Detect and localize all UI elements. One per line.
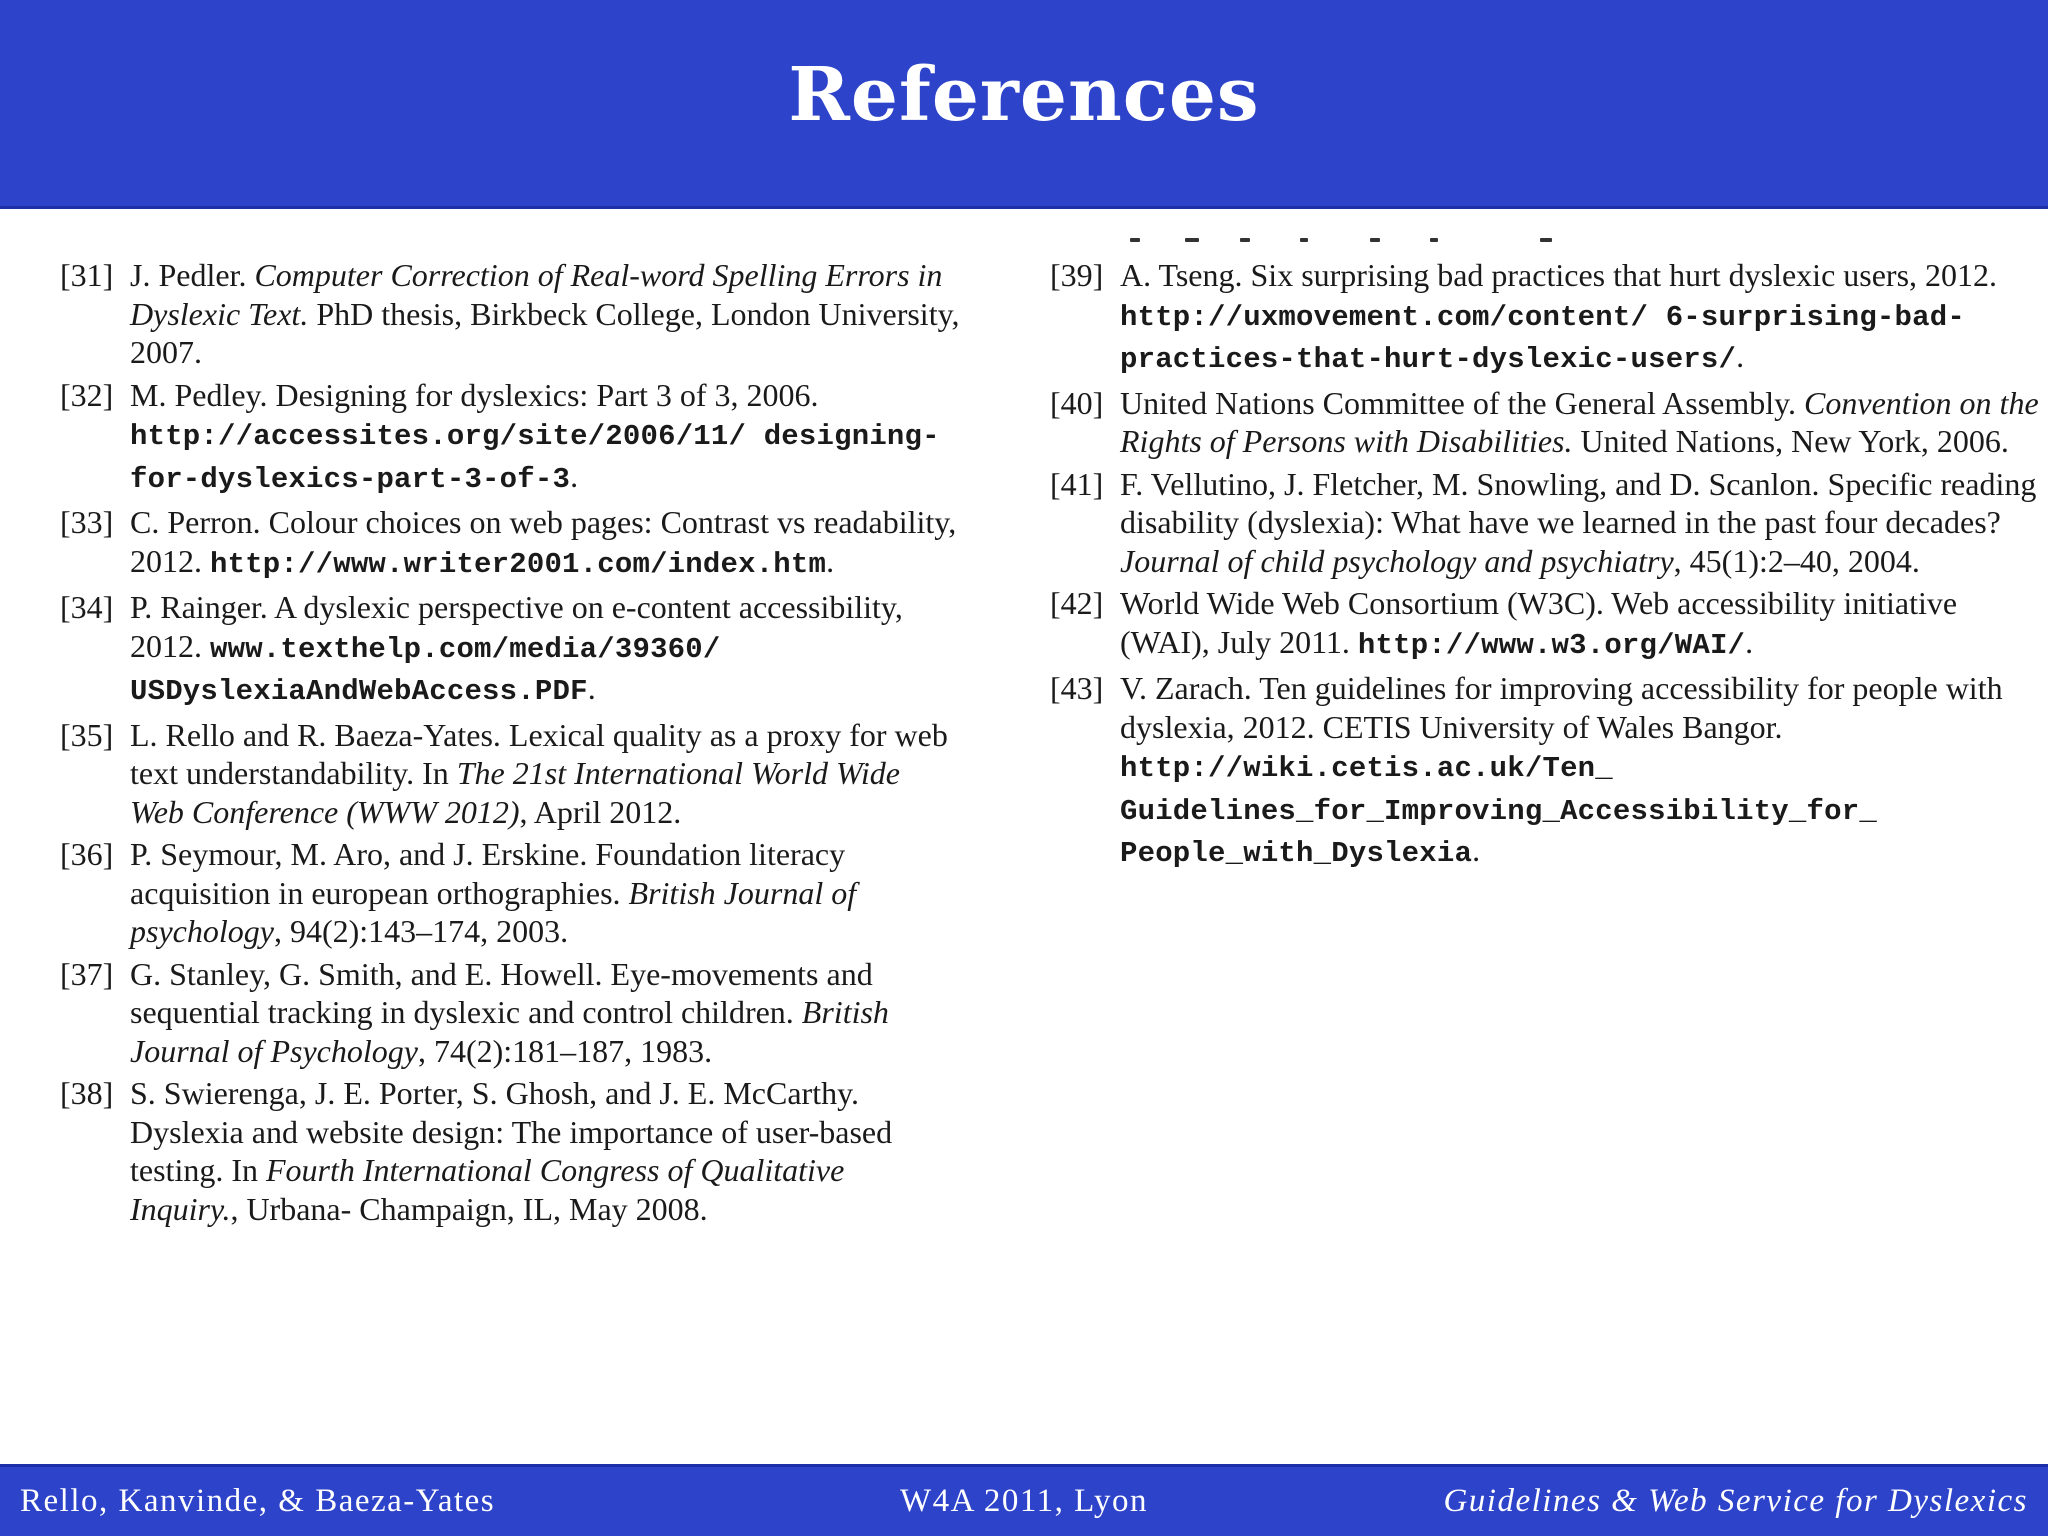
reference-text-segment: V. Zarach. Ten guidelines for improving accessibility for people with dyslexia, 2012. CETIS University of Wales Bangor. [1120, 670, 2003, 745]
reference-venue-italic: British Journal of psychology [130, 874, 857, 949]
reference-text-segment: G. Stanley, G. Smith, and E. Howell. Eye-movements and sequential tracking in dyslexic and control children. [130, 955, 873, 1030]
reference-venue-italic: Journal of child psychology and psychiatry [1120, 542, 1674, 579]
reference-text-segment: L. Rello and R. Baeza-Yates. Lexical quality as a proxy for web text understandability. In [130, 716, 948, 791]
footer-venue: W4A 2011, Lyon [899, 1483, 1149, 1519]
reference-text [1120, 465, 2040, 581]
reference-text-segment: P. Rainger. A dyslexic perspective on e-content accessibility, 2012. [130, 589, 903, 664]
reference-number: [40] [1050, 384, 1104, 421]
reference-number: [33] [60, 504, 114, 540]
reference-url[interactable]: http://wiki.cetis.ac.uk/Ten_ Guidelines_for_Improving_Accessibility_for_ People_with_Dyslexia [1120, 752, 1877, 870]
reference-number: [41] [1050, 465, 1104, 502]
reference-text [1120, 256, 2040, 380]
reference-url[interactable]: http://accessites.org/site/2006/11/ designing-for-dyslexics-part-3-of-3 [130, 420, 940, 496]
reference-item [60, 376, 960, 500]
reference-text-segment: M. Pedley. Designing for dyslexics: Part 3 of 3, 2006. [130, 376, 819, 413]
reference-item [60, 588, 960, 712]
reference-item [60, 835, 960, 951]
reference-item [1050, 256, 2040, 380]
reference-text [130, 955, 960, 1071]
reference-text-segment: . [587, 670, 596, 706]
reference-text-segment: , 94(2):143–174, 2003. [273, 913, 569, 949]
reference-venue-italic: British Journal of Psychology [130, 994, 889, 1069]
reference-text-segment: PhD thesis, Birkbeck College, London University, 2007. [130, 295, 960, 370]
reference-text [1120, 384, 2040, 461]
reference-number: [32] [60, 376, 114, 413]
reference-text-segment: . [1745, 623, 1754, 660]
reference-number: [43] [1050, 670, 1104, 706]
reference-url[interactable]: http://www.writer2001.com/index.htm [210, 547, 827, 581]
reference-item [60, 503, 960, 584]
reference-text [1120, 584, 2040, 665]
reference-text [130, 835, 960, 951]
reference-text-segment: . [570, 457, 579, 494]
reference-text-segment: World Wide Web Consortium (W3C). Web accessibility initiative (WAI), July 2011. [1120, 585, 1958, 660]
reference-text-segment: United Nations, New York, 2006. [1572, 423, 2009, 459]
reference-item [60, 955, 960, 1071]
reference-text-segment: , 45(1):2–40, 2004. [1673, 542, 1920, 579]
title-bar [0, 0, 2048, 209]
reference-url[interactable]: http://uxmovement.com/content/ 6-surprising-bad-practices-that-hurt-dyslexic-users/ [1120, 300, 1965, 376]
reference-text-segment: , Urbana- Champaign, IL, May 2008. [230, 1190, 708, 1227]
reference-text-segment: , April 2012. [519, 793, 682, 830]
references-right-column [1050, 256, 2040, 878]
reference-text [130, 588, 960, 712]
reference-item [1050, 669, 2040, 874]
reference-text-segment: J. Pedler. [130, 257, 255, 293]
footer-talk-title: Guidelines & Web Service for Dyslexics [1443, 1483, 2028, 1519]
reference-item [60, 256, 960, 372]
reference-text-segment: . [1472, 832, 1481, 868]
reference-item [1050, 584, 2040, 665]
reference-text-segment: A. Tseng. Six surprising bad practices that hurt dyslexic users, 2012. [1120, 257, 1998, 293]
footer-authors: Rello, Kanvinde, & Baeza-Yates [20, 1483, 496, 1519]
reference-venue-italic: Fourth International Congress of Qualitative Inquiry. [130, 1152, 845, 1227]
reference-venue-italic: Convention on the Rights of Persons with Disabilities. [1120, 384, 2039, 459]
reference-text [1120, 669, 2040, 874]
reference-text [130, 716, 960, 832]
reference-text [130, 1074, 960, 1228]
clipped-text-fragment [1130, 238, 1560, 246]
reference-text-segment: , 74(2):181–187, 1983. [417, 1032, 713, 1069]
reference-text-segment: . [826, 542, 835, 579]
reference-item [1050, 465, 2040, 581]
reference-number: [34] [60, 589, 114, 625]
reference-text-segment: F. Vellutino, J. Fletcher, M. Snowling, and D. Scanlon. Specific reading disability (dyslexia): What have we learned in the past four decades? [1120, 465, 2037, 540]
reference-number: [39] [1050, 257, 1104, 293]
reference-number: [37] [60, 955, 114, 992]
reference-number: [31] [60, 257, 114, 293]
footer-bar [0, 1464, 2048, 1536]
references-left-column [60, 256, 960, 1232]
reference-text [130, 256, 960, 372]
reference-text-segment: C. Perron. Colour choices on web pages: Contrast vs readability, 2012. [130, 504, 957, 579]
slide-title: References [788, 52, 1260, 138]
reference-item [60, 716, 960, 832]
reference-item [1050, 384, 2040, 461]
reference-item [60, 1074, 960, 1228]
reference-venue-italic: The 21st International World Wide Web Conference (WWW 2012) [130, 755, 900, 830]
reference-number: [36] [60, 836, 114, 872]
reference-text-segment: United Nations Committee of the General Assembly. [1120, 384, 1805, 421]
reference-number: [42] [1050, 585, 1104, 621]
reference-url[interactable]: www.texthelp.com/media/39360/ USDyslexiaAndWebAccess.PDF [130, 632, 721, 708]
reference-text-segment: . [1736, 338, 1745, 374]
reference-text [130, 376, 960, 500]
reference-text-segment: S. Swierenga, J. E. Porter, S. Ghosh, and J. E. McCarthy. Dyslexia and website design: The importance of user-based testing. In [130, 1075, 893, 1188]
reference-number: [38] [60, 1075, 114, 1111]
reference-text [130, 503, 960, 584]
reference-text-segment: P. Seymour, M. Aro, and J. Erskine. Foundation literacy acquisition in european orthographies. [130, 836, 846, 911]
reference-url[interactable]: http://www.w3.org/WAI/ [1357, 628, 1746, 662]
reference-venue-italic: Computer Correction of Real-word Spelling Errors in Dyslexic Text. [130, 257, 943, 332]
reference-number: [35] [60, 716, 114, 753]
